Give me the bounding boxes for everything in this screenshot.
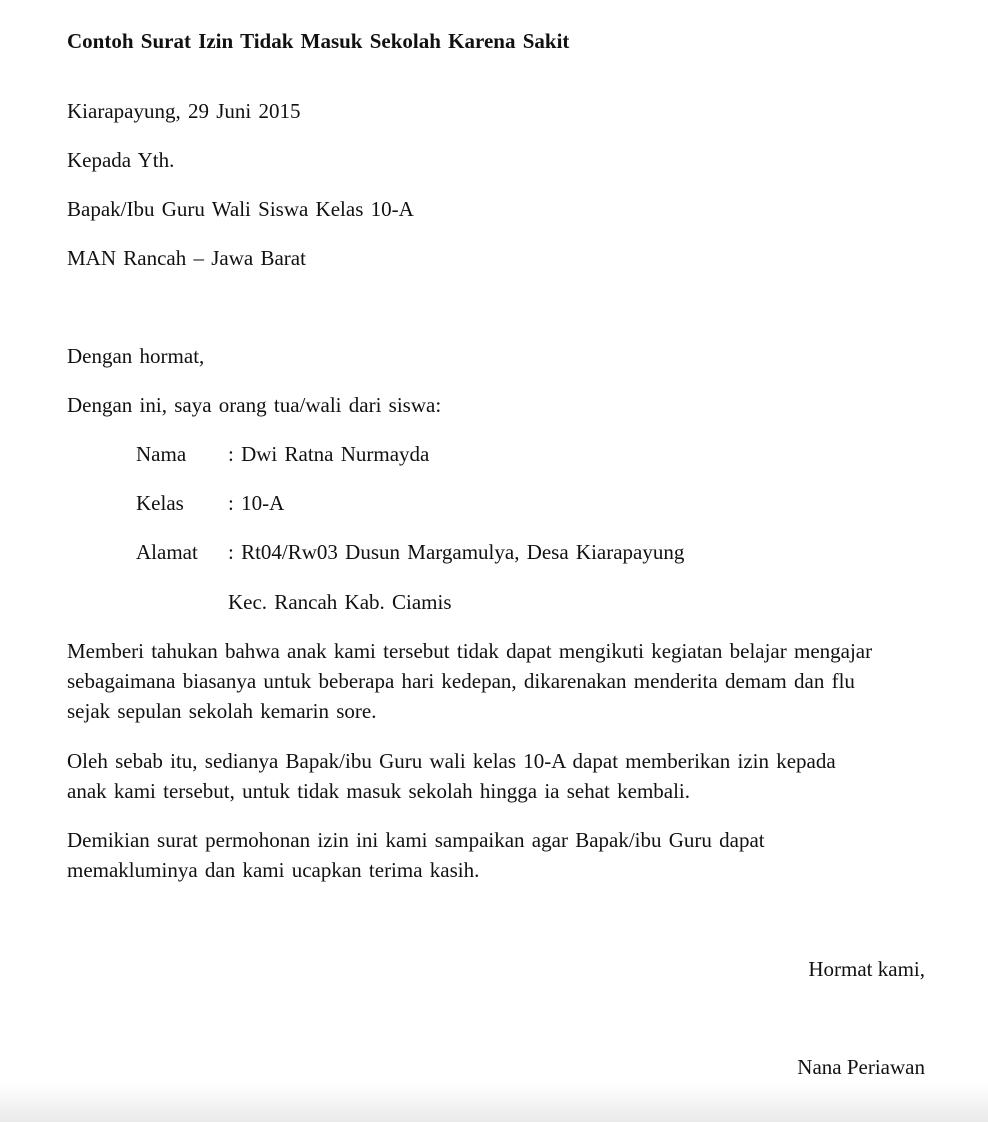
student-address-label: Alamat [136, 540, 198, 564]
body-paragraph-3: Demikian surat permohonan izin ini kami sampaikan agar Bapak/ibu Guru dapat memakluminya dan kami ucapkan terima kasih. [67, 828, 765, 882]
intro-line: Dengan ini, saya orang tua/wali dari siswa: [67, 393, 442, 417]
student-name-label: Nama [136, 442, 187, 466]
student-address-line1: : Rt04/Rw03 Dusun Margamulya, Desa Kiarapayung [228, 540, 685, 564]
student-class-label: Kelas [136, 491, 184, 515]
place-date: Kiarapayung, 29 Juni 2015 [67, 99, 301, 123]
closing: Hormat kami, [808, 957, 925, 981]
body-paragraph-1: Memberi tahukan bahwa anak kami tersebut tidak dapat mengikuti kegiatan belajar mengajar sebagaimana biasanya untuk beberapa hari kedepan, dikarenakan menderita demam dan flu sejak sepulan sekolah kemarin sore. [67, 639, 873, 723]
recipient-name: Bapak/Ibu Guru Wali Siswa Kelas 10-A [67, 197, 414, 221]
student-name-value: : Dwi Ratna Nurmayda [228, 442, 430, 466]
salutation: Dengan hormat, [67, 344, 205, 368]
student-class-value: : 10-A [228, 491, 285, 515]
signer-name: Nana Periawan [797, 1055, 925, 1079]
body-paragraph-2: Oleh sebab itu, sedianya Bapak/ibu Guru wali kelas 10-A dapat memberikan izin kepada anak kami tersebut, untuk tidak masuk sekolah hingga ia sehat kembali. [67, 749, 836, 803]
student-address-line2: Kec. Rancah Kab. Ciamis [228, 590, 452, 614]
letter-title: Contoh Surat Izin Tidak Masuk Sekolah Karena Sakit [67, 29, 570, 53]
recipient-school: MAN Rancah – Jawa Barat [67, 246, 306, 270]
recipient-greeting: Kepada Yth. [67, 148, 175, 172]
page-bottom-shadow [0, 1082, 988, 1122]
